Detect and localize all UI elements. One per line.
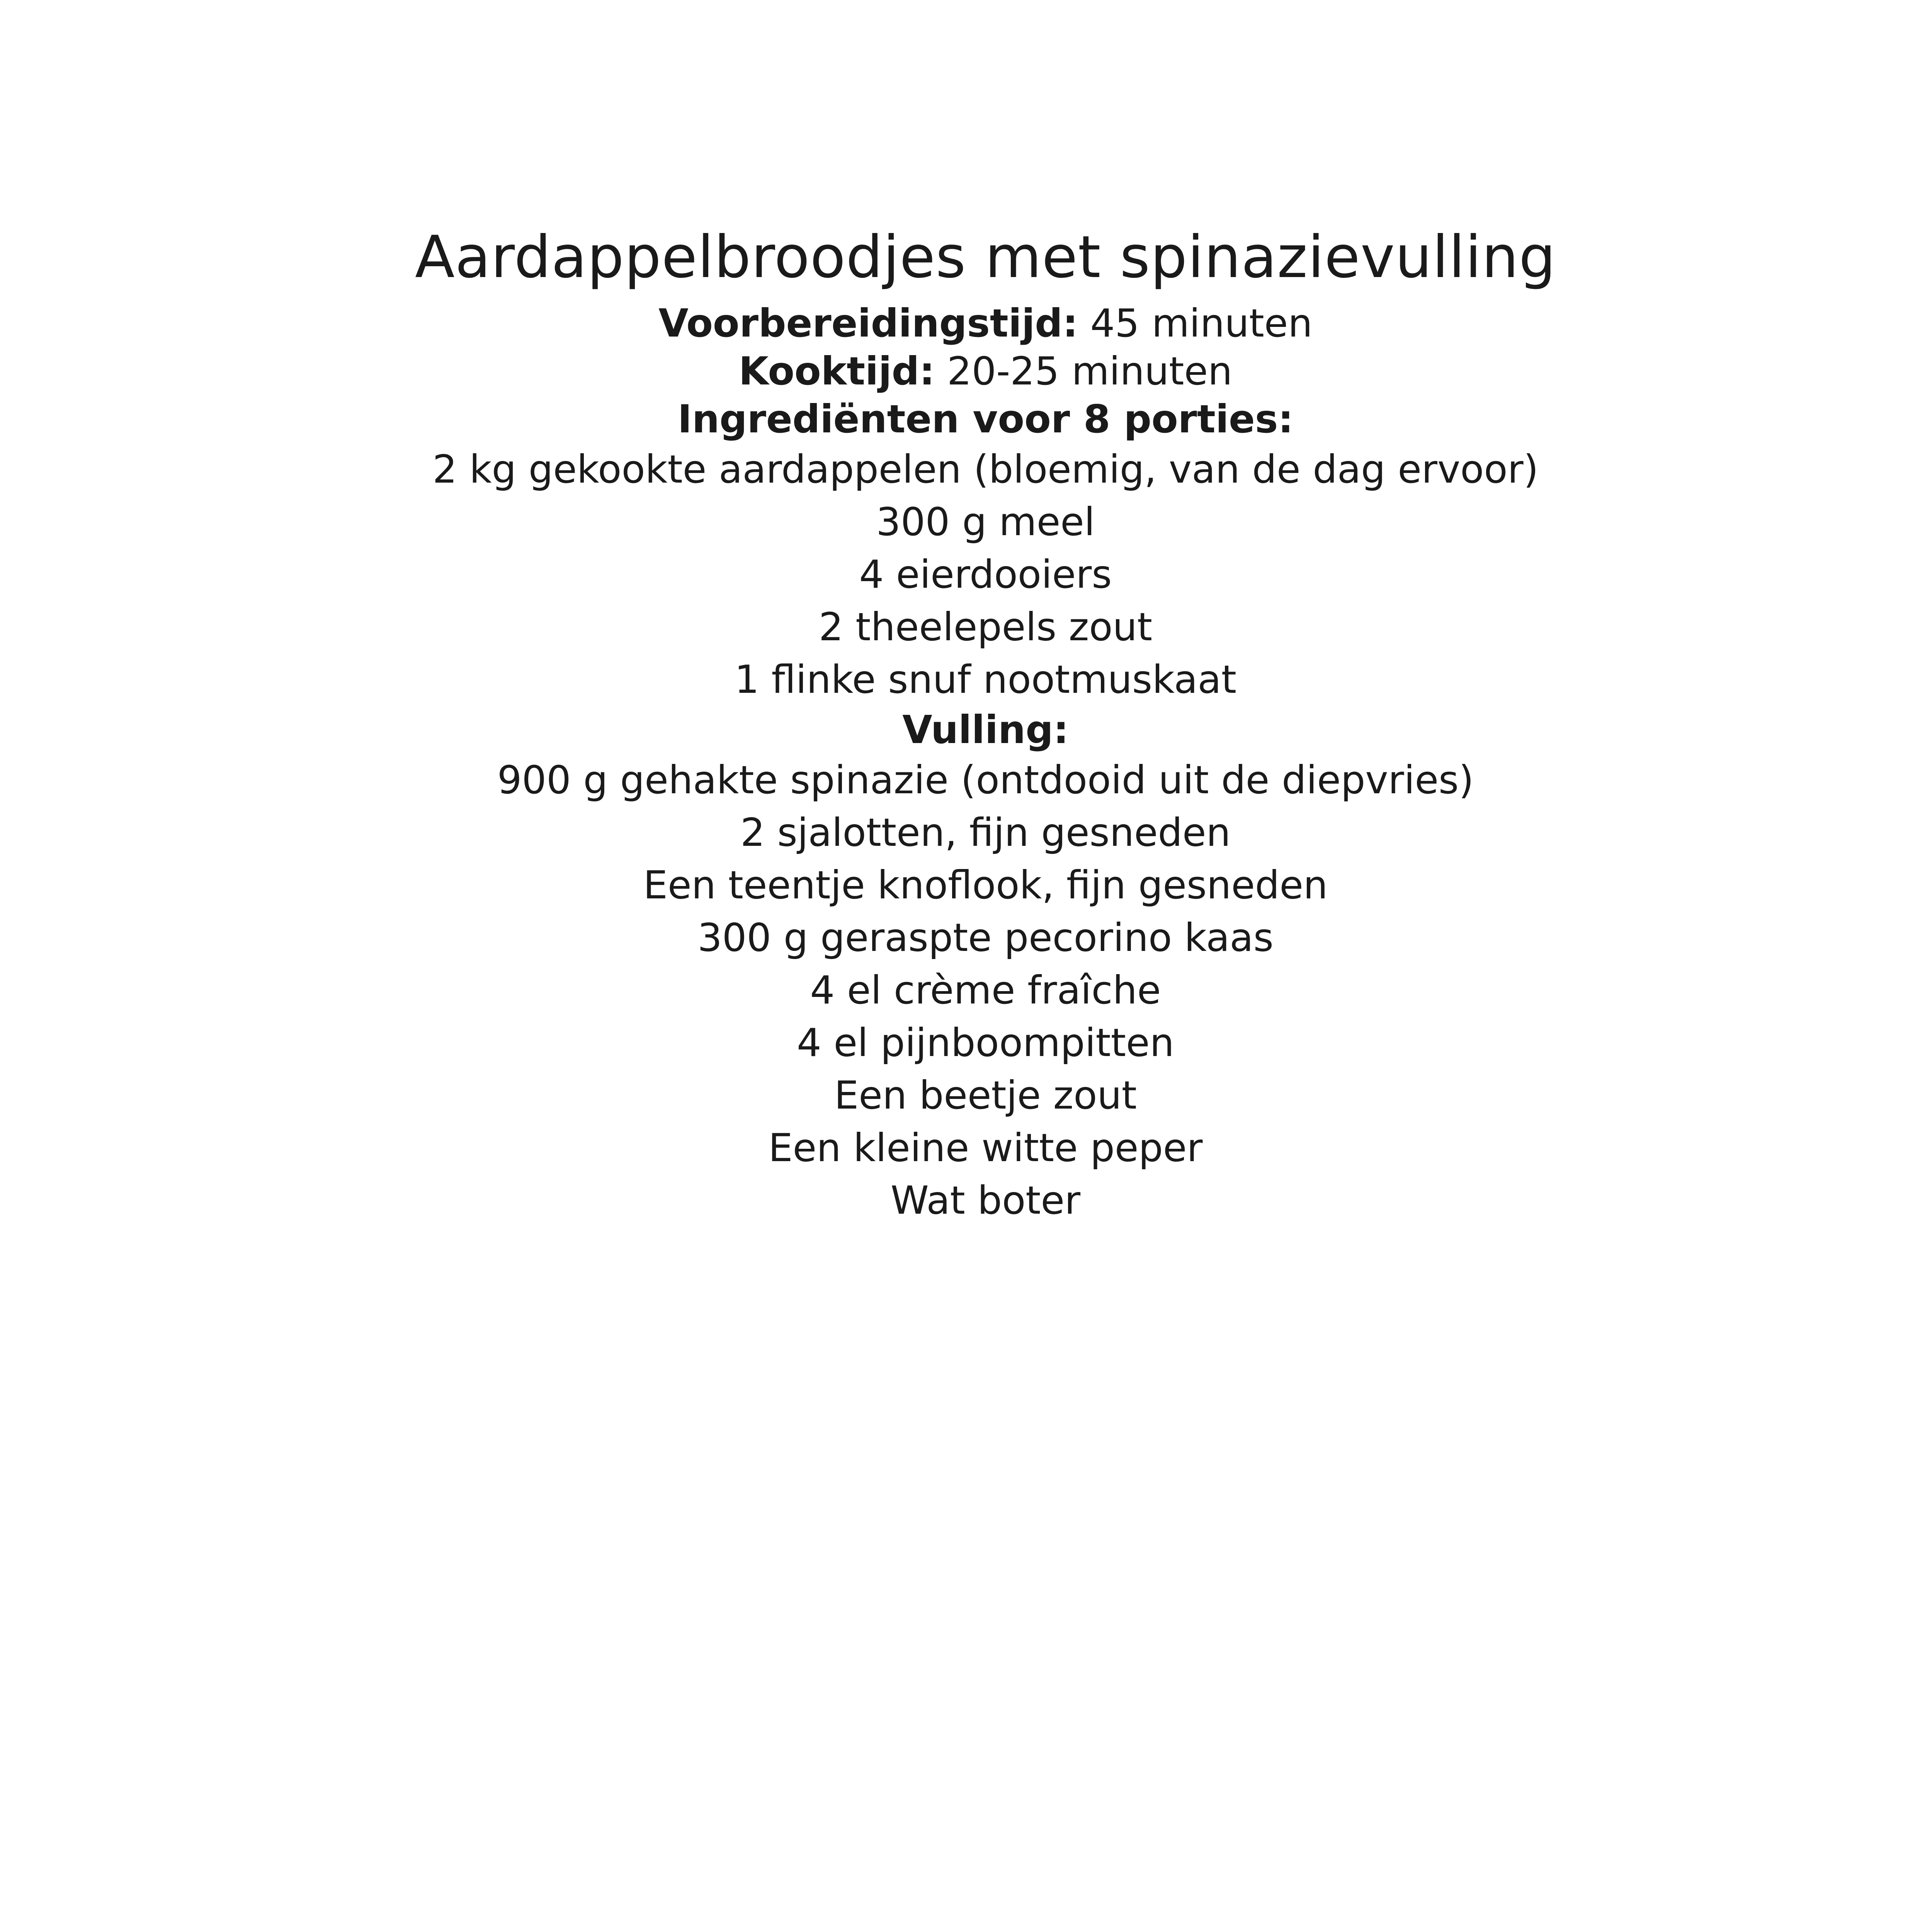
filling-heading: Vulling: <box>902 707 1069 752</box>
filling-list <box>0 754 1932 1227</box>
ingredient-item: 300 g meel <box>876 499 1095 544</box>
ingredients-list <box>0 443 1932 706</box>
filling-item: 2 sjalotten, fijn gesneden <box>740 810 1231 855</box>
ingredient-item: 4 eierdooiers <box>859 552 1112 597</box>
filling-item: 300 g geraspte pecorino kaas <box>697 915 1274 960</box>
ingredient-item: 1 flinke snuf nootmuskaat <box>735 657 1236 702</box>
recipe-title: Aardappelbroodjes met spinazievulling <box>415 223 1556 291</box>
ingredient-item: 2 theelepels zout <box>818 604 1153 650</box>
recipe-content <box>0 299 1932 1227</box>
prep-time <box>0 299 1932 347</box>
filling-item: 4 el pijnboompitten <box>797 1020 1174 1065</box>
filling-item: Wat boter <box>890 1178 1081 1223</box>
cook-time <box>0 347 1932 395</box>
filling-item: Een beetje zout <box>834 1073 1137 1118</box>
filling-item: 4 el crème fraîche <box>810 968 1161 1013</box>
prep-time-label: Voorbereidingstijd: <box>658 301 1078 346</box>
cook-time-label: Kooktijd: <box>738 349 935 394</box>
prep-time-value: 45 minuten <box>1090 301 1313 346</box>
filling-item: Een kleine witte peper <box>768 1125 1203 1170</box>
ingredients-heading: Ingrediënten voor 8 porties: <box>677 396 1294 442</box>
filling-item: Een teentje knoflook, fijn gesneden <box>643 862 1328 908</box>
filling-item: 900 g gehakte spinazie (ontdooid uit de diepvries) <box>497 757 1474 803</box>
cook-time-value: 20-25 minuten <box>947 349 1233 394</box>
ingredient-item: 2 kg gekookte aardappelen (bloemig, van de dag ervoor) <box>432 447 1539 492</box>
